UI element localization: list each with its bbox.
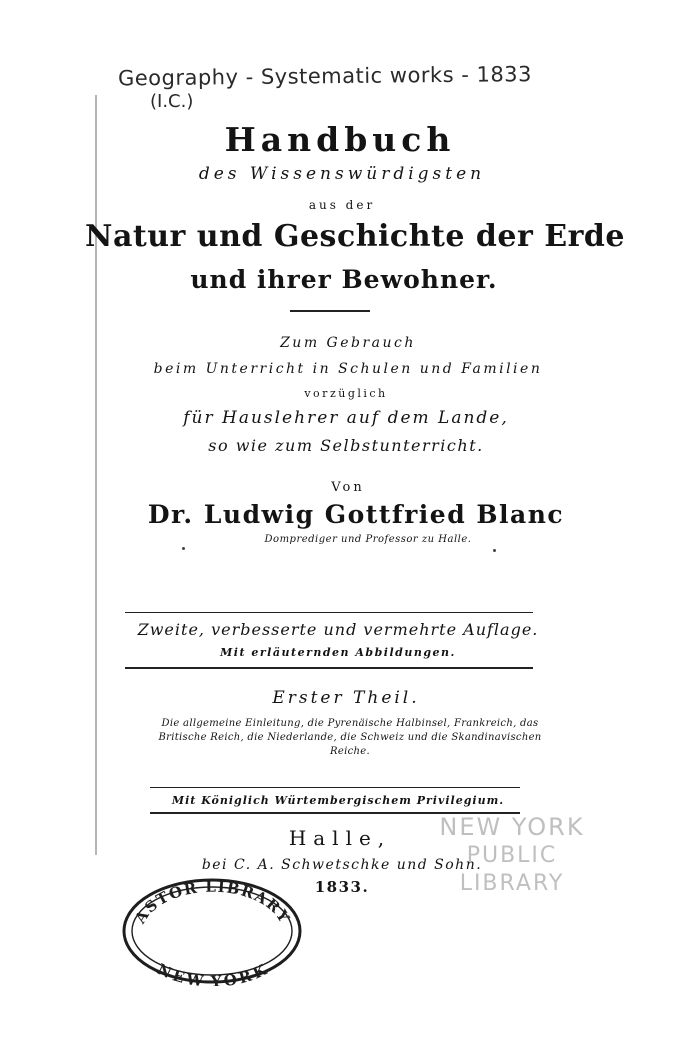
bleed-through-line-2: PUBLIC xyxy=(466,843,558,868)
divider-rule xyxy=(290,310,370,312)
author-name: Dr. Ludwig Gottfried Blanc xyxy=(147,500,565,529)
edition-rule-top xyxy=(125,612,533,613)
bleed-through-line-1: NEW YORK xyxy=(439,813,585,841)
edition-rule-bottom xyxy=(125,667,533,669)
stamp-inner-ring xyxy=(132,887,292,975)
title-main: Natur und Geschichte der Erde xyxy=(85,219,625,254)
author-von: Von xyxy=(331,480,365,495)
privilege-line: Mit Königlich Würtembergischem Privilegium. xyxy=(171,794,505,807)
purpose-line-2: beim Unterricht in Schulen und Familien xyxy=(153,361,543,377)
library-stamp xyxy=(120,876,305,986)
imprint-year: 1833. xyxy=(314,878,370,896)
bleed-through-line-3: LIBRARY xyxy=(459,870,565,896)
edition-line-2: Mit erläuternden Abbildungen. xyxy=(220,646,456,659)
edition-line-1: Zweite, verbesserte und vermehrte Auflage. xyxy=(137,620,539,639)
handwritten-catalog-note: Geography - Systematic works - 1833 xyxy=(117,62,533,91)
title-line-5: und ihrer Bewohner. xyxy=(190,265,498,294)
ink-speck xyxy=(493,549,496,552)
imprint-city: Halle, xyxy=(288,826,392,850)
privilege-rule-top xyxy=(150,787,520,788)
purpose-line-4: für Hauslehrer auf dem Lande, xyxy=(183,408,509,428)
author-role: Domprediger und Professor zu Halle. xyxy=(264,534,472,545)
title-handbuch: Handbuch xyxy=(224,120,456,159)
bleed-through-stamp xyxy=(432,812,592,897)
part-description-2: Britische Reich, die Niederlande, die Schweiz und die Skandinavischen xyxy=(158,732,542,743)
handwritten-catalog-mark: (I.C.) xyxy=(150,91,194,112)
part-title: Erster Theil. xyxy=(272,688,420,708)
purpose-line-5: so wie zum Selbstunterricht. xyxy=(208,436,484,455)
title-line-2: des Wissenswürdigsten xyxy=(198,164,486,184)
purpose-line-1: Zum Gebrauch xyxy=(280,335,416,351)
stamp-text-bottom: NEW-YORK xyxy=(154,960,271,986)
stamp-text-top: ASTOR LIBRARY xyxy=(131,877,294,927)
part-description-3: Reiche. xyxy=(330,746,370,757)
imprint-publisher: bei C. A. Schwetschke und Sohn. xyxy=(201,857,483,873)
purpose-line-3: vorzüglich xyxy=(304,387,388,400)
title-line-3: aus der xyxy=(308,198,376,212)
ink-speck xyxy=(182,547,185,550)
part-description-1: Die allgemeine Einleitung, die Pyrenäische Halbinsel, Frankreich, das xyxy=(161,718,539,729)
